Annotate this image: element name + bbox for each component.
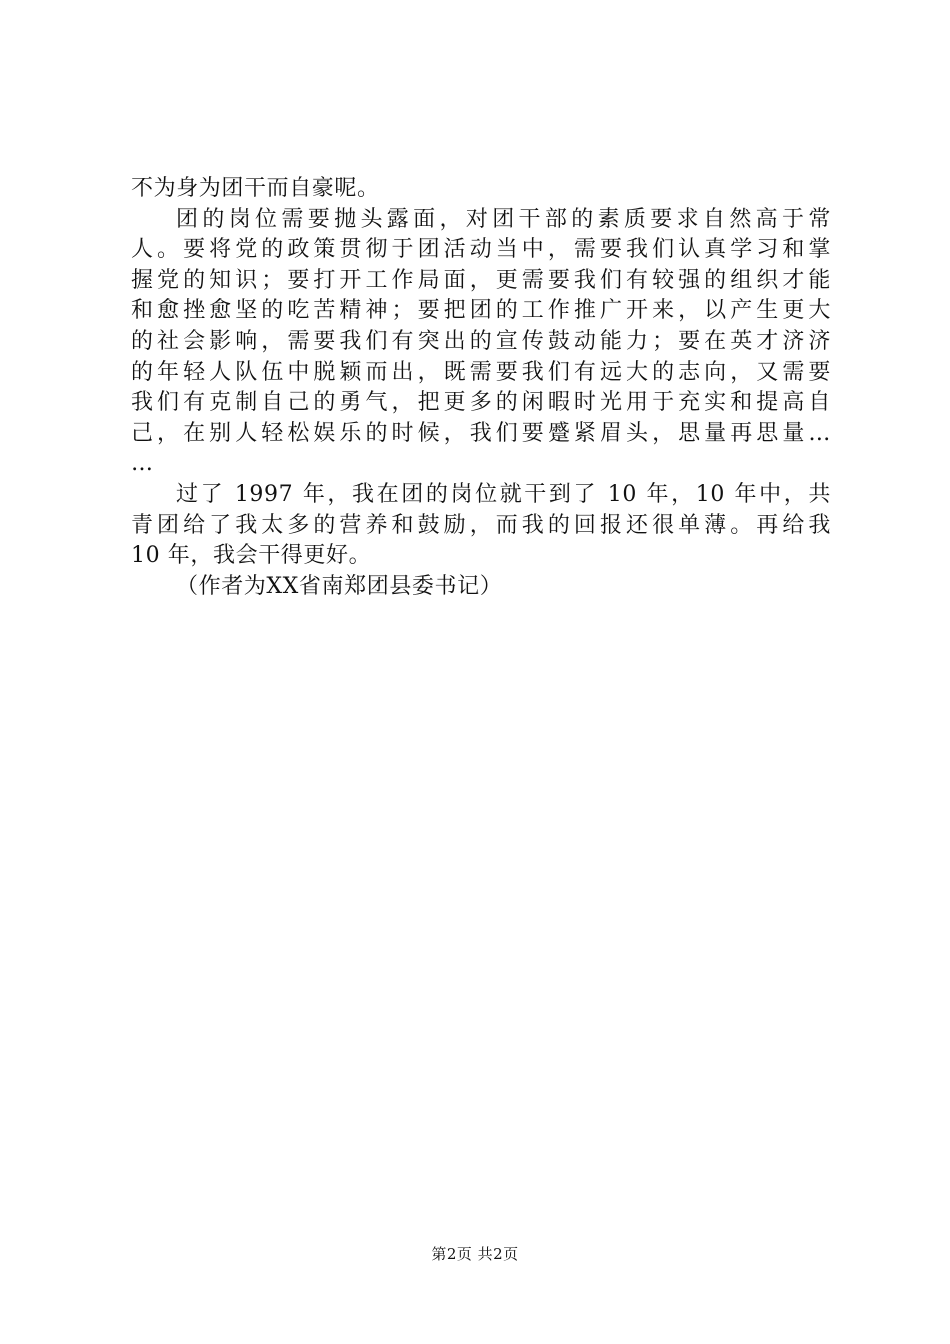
text-line: 团的岗位需要抛头露面，对团干部的素质要求自然高于常: [176, 206, 831, 232]
body-text: [131, 174, 831, 602]
text-line: 和愈挫愈坚的吃苦精神；要把团的工作推广开来，以产生更大: [131, 298, 831, 324]
text-line: 人。要将党的政策贯彻于团活动当中，需要我们认真学习和掌: [131, 237, 831, 263]
text-line: 过了 1997 年，我在团的岗位就干到了 10 年，10 年中，共: [176, 481, 831, 507]
text-line: 我们有克制自己的勇气，把更多的闲暇时光用于充实和提高自: [131, 390, 831, 416]
text-line: 己，在别人轻松娱乐的时候，我们要蹙紧眉头，思量再思量…: [131, 420, 831, 446]
text-line: 不为身为团干而自豪呢。: [131, 176, 380, 201]
text-line: 握党的知识；要打开工作局面，更需要我们有较强的组织才能: [131, 267, 831, 293]
text-line: （作者为XX省南郑团县委书记）: [176, 573, 503, 599]
page-footer: 第2页 共2页: [431, 1245, 519, 1263]
text-line: 的社会影响，需要我们有突出的宣传鼓动能力；要在英才济济: [131, 328, 831, 354]
text-line: …: [131, 451, 154, 477]
text-line: 青团给了我太多的营养和鼓励，而我的回报还很单薄。再给我: [131, 512, 831, 538]
text-line: 的年轻人队伍中脱颖而出，既需要我们有远大的志向，又需要: [131, 359, 831, 385]
text-line: 10 年，我会干得更好。: [131, 543, 372, 569]
